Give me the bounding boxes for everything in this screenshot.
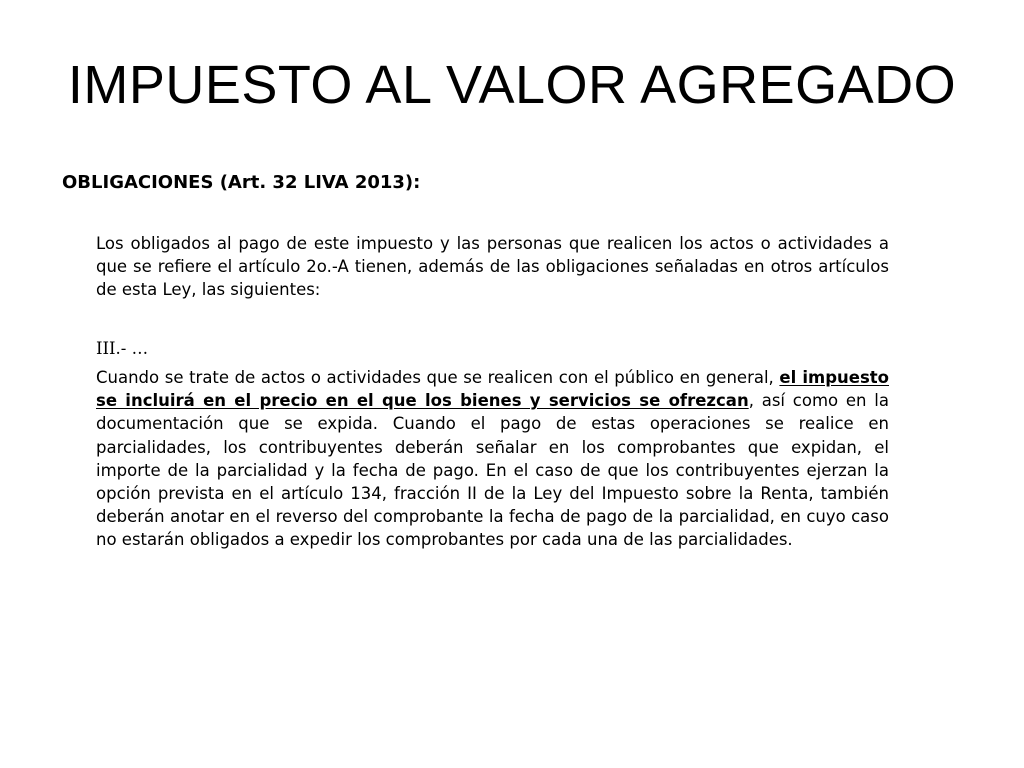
section-subtitle: OBLIGACIONES (Art. 32 LIVA 2013): xyxy=(62,172,421,193)
fraction-iii-paragraph xyxy=(96,366,889,552)
paragraph-text-end: , así como en la documentación que se expida. Cuando el pago de estas operaciones se realice en parcialidades, los contribuyentes deberán señalar en los comprobantes que expidan, el importe de la parcialidad y la fecha de pago. En el caso de que los contribuyentes ejerzan la opción prevista en el artículo 134, fracción II de la Ley del Impuesto sobre la Renta, también deberán anotar en el reverso del comprobante la fecha de pago de la parcialidad, en cuyo caso no estarán obligados a expedir los comprobantes por cada una de las parcialidades. xyxy=(96,391,889,550)
slide-title: IMPUESTO AL VALOR AGREGADO xyxy=(67,55,957,115)
emphasized-text: el impuesto se incluirá en el precio en el que los bienes y servicios se ofrezcan xyxy=(96,368,889,411)
intro-paragraph: Los obligados al pago de este impuesto y las personas que realicen los actos o actividades a que se refiere el artículo 2o.-A tienen, además de las obligaciones señaladas en otros artículos de esta Ley, las siguientes: xyxy=(96,234,889,300)
fraction-label: III.- … xyxy=(96,339,149,358)
paragraph-text-start: Cuando se trate de actos o actividades que se realicen con el público en general, xyxy=(96,368,780,387)
